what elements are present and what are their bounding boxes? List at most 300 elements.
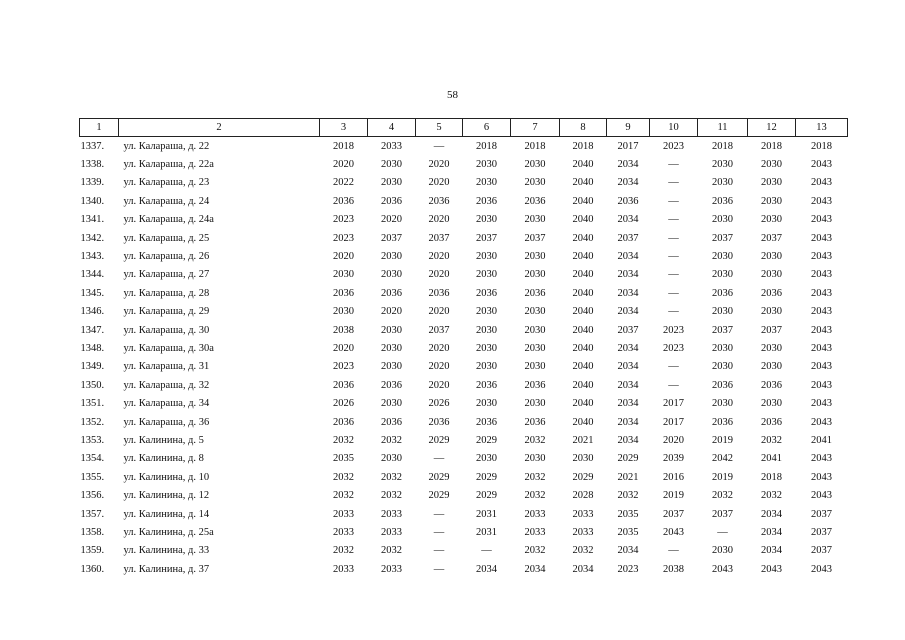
year-cell: 2030 xyxy=(524,361,546,373)
year-cell: 2023 xyxy=(333,232,354,244)
year-cell: 2033 xyxy=(381,508,402,520)
row-number: 1338. xyxy=(80,159,105,171)
year-cell: 2018 xyxy=(476,140,497,152)
year-cell: 2030 xyxy=(381,361,402,373)
year-cell: 2020 xyxy=(428,379,450,391)
year-cell: 2037 xyxy=(712,232,733,244)
column-header-8: 8 xyxy=(560,119,607,137)
year-cell: 2020 xyxy=(663,434,684,446)
year-cell: 2030 xyxy=(761,251,782,263)
year-cell: 2040 xyxy=(572,379,594,391)
year-cell: — xyxy=(668,379,679,391)
year-cell: 2036 xyxy=(476,416,497,428)
table-row xyxy=(80,523,848,541)
year-cell: 2030 xyxy=(712,251,733,263)
year-cell: 2043 xyxy=(811,416,832,428)
address-cell: ул. Калинина, д. 14 xyxy=(123,508,210,520)
year-cell: — xyxy=(668,195,679,207)
year-cell: 2043 xyxy=(761,563,782,575)
column-header-11: 11 xyxy=(698,119,748,137)
year-cell: 2030 xyxy=(572,453,594,465)
year-cell: 2037 xyxy=(617,232,639,244)
year-cell: 2023 xyxy=(663,324,684,336)
address-cell: ул. Калараша, д. 25 xyxy=(123,232,210,244)
year-cell: 2036 xyxy=(381,287,402,299)
table-row xyxy=(80,266,848,284)
year-cell: 2036 xyxy=(476,287,497,299)
year-cell: 2033 xyxy=(572,508,594,520)
year-cell: 2034 xyxy=(617,379,639,391)
year-cell: — xyxy=(717,526,728,538)
year-cell: 2037 xyxy=(811,508,832,520)
row-number: 1360. xyxy=(80,563,105,575)
address-cell: ул. Калараша, д. 22 xyxy=(123,140,210,152)
year-cell: 2020 xyxy=(381,306,402,318)
year-cell: 2023 xyxy=(663,140,684,152)
year-cell: 2030 xyxy=(524,214,546,226)
year-cell: 2038 xyxy=(333,324,354,336)
year-cell: 2020 xyxy=(428,361,450,373)
year-cell: 2030 xyxy=(381,453,402,465)
year-cell: 2034 xyxy=(617,361,639,373)
year-cell: 2040 xyxy=(572,416,594,428)
address-cell: ул. Калинина, д. 8 xyxy=(123,453,204,465)
page-number: 58 xyxy=(447,89,458,101)
year-cell: 2030 xyxy=(476,269,497,281)
row-number: 1358. xyxy=(80,526,105,538)
year-cell: 2030 xyxy=(476,251,497,263)
year-cell: 2019 xyxy=(712,471,733,483)
year-cell: 2038 xyxy=(663,563,684,575)
address-cell: ул. Калараша, д. 31 xyxy=(123,361,210,373)
year-cell: 2020 xyxy=(428,342,450,354)
year-cell: 2043 xyxy=(811,563,832,575)
year-cell: 2040 xyxy=(572,214,594,226)
address-cell: ул. Калинина, д. 25а xyxy=(123,526,214,538)
year-cell: 2032 xyxy=(381,490,402,502)
year-cell: 2030 xyxy=(712,545,733,557)
year-cell: 2037 xyxy=(811,545,832,557)
year-cell: 2030 xyxy=(381,177,402,189)
year-cell: 2030 xyxy=(381,159,402,171)
year-cell: 2036 xyxy=(712,195,733,207)
column-header-4: 4 xyxy=(368,119,416,137)
year-cell: 2030 xyxy=(761,177,782,189)
row-number: 1346. xyxy=(80,306,105,318)
address-cell: ул. Калинина, д. 37 xyxy=(123,563,210,575)
year-cell: 2030 xyxy=(712,342,733,354)
year-cell: 2043 xyxy=(811,324,832,336)
year-cell: 2043 xyxy=(663,526,684,538)
year-cell: 2021 xyxy=(617,471,639,483)
row-number: 1339. xyxy=(80,177,105,189)
year-cell: 2036 xyxy=(476,195,497,207)
address-cell: ул. Калинина, д. 12 xyxy=(123,490,210,502)
year-cell: 2030 xyxy=(476,342,497,354)
year-cell: 2034 xyxy=(617,287,639,299)
year-cell: 2032 xyxy=(381,434,402,446)
year-cell: 2040 xyxy=(572,269,594,281)
year-cell: — xyxy=(433,508,445,520)
year-cell: 2032 xyxy=(333,545,354,557)
address-cell: ул. Калараша, д. 26 xyxy=(123,251,210,263)
column-header-5: 5 xyxy=(416,119,463,137)
year-cell: 2041 xyxy=(811,434,832,446)
row-number: 1359. xyxy=(80,545,105,557)
table-row xyxy=(80,339,848,357)
column-header-13: 13 xyxy=(796,119,848,137)
year-cell: 2033 xyxy=(381,526,402,538)
year-cell: 2030 xyxy=(524,324,546,336)
row-number: 1344. xyxy=(80,269,105,281)
year-cell: 2036 xyxy=(381,416,402,428)
year-cell: 2036 xyxy=(333,416,354,428)
address-cell: ул. Калараша, д. 24а xyxy=(123,214,214,226)
year-cell: 2032 xyxy=(572,545,594,557)
year-cell: 2026 xyxy=(428,398,450,410)
year-cell: 2034 xyxy=(524,563,546,575)
year-cell: 2034 xyxy=(617,251,639,263)
year-cell: 2030 xyxy=(381,324,402,336)
year-cell: 2043 xyxy=(811,269,832,281)
year-cell: 2029 xyxy=(572,471,594,483)
year-cell: 2033 xyxy=(524,508,546,520)
year-cell: 2040 xyxy=(572,306,594,318)
year-cell: 2032 xyxy=(524,545,546,557)
address-cell: ул. Калараша, д. 30 xyxy=(123,324,210,336)
address-cell: ул. Калинина, д. 10 xyxy=(123,471,210,483)
year-cell: 2037 xyxy=(476,232,497,244)
year-cell: 2034 xyxy=(617,416,639,428)
year-cell: 2030 xyxy=(476,324,497,336)
year-cell: 2017 xyxy=(617,140,639,152)
year-cell: 2036 xyxy=(428,416,450,428)
year-cell: 2030 xyxy=(333,306,354,318)
year-cell: 2030 xyxy=(761,159,782,171)
year-cell: 2029 xyxy=(617,453,639,465)
year-cell: 2032 xyxy=(524,434,546,446)
year-cell: 2018 xyxy=(761,140,782,152)
year-cell: 2020 xyxy=(381,214,402,226)
column-header-10: 10 xyxy=(650,119,698,137)
year-cell: 2029 xyxy=(428,434,450,446)
address-cell: ул. Калараша, д. 22а xyxy=(123,159,214,171)
year-cell: 2036 xyxy=(381,379,402,391)
table-row xyxy=(80,560,848,578)
year-cell: — xyxy=(481,545,492,557)
year-cell: 2039 xyxy=(663,453,684,465)
year-cell: 2029 xyxy=(476,434,497,446)
year-cell: 2032 xyxy=(381,545,402,557)
year-cell: 2030 xyxy=(712,159,733,171)
year-cell: 2036 xyxy=(524,287,546,299)
year-cell: 2036 xyxy=(524,416,546,428)
year-cell: — xyxy=(433,140,445,152)
year-cell: 2037 xyxy=(712,508,733,520)
year-cell: 2034 xyxy=(761,545,782,557)
year-cell: 2029 xyxy=(428,490,450,502)
year-cell: 2036 xyxy=(712,379,733,391)
year-cell: 2035 xyxy=(617,508,639,520)
year-cell: 2028 xyxy=(572,490,594,502)
year-cell: 2043 xyxy=(811,251,832,263)
year-cell: 2032 xyxy=(381,471,402,483)
row-number: 1337. xyxy=(80,140,105,152)
row-number: 1343. xyxy=(80,251,105,263)
year-cell: 2043 xyxy=(811,490,832,502)
row-number: 1348. xyxy=(80,342,105,354)
year-cell: 2030 xyxy=(712,214,733,226)
year-cell: 2029 xyxy=(428,471,450,483)
table-row xyxy=(80,303,848,321)
year-cell: 2040 xyxy=(572,287,594,299)
year-cell: 2040 xyxy=(572,177,594,189)
year-cell: 2030 xyxy=(761,195,782,207)
column-header-7: 7 xyxy=(511,119,560,137)
year-cell: 2030 xyxy=(761,214,782,226)
year-cell: 2031 xyxy=(476,526,497,538)
year-cell: 2033 xyxy=(572,526,594,538)
year-cell: 2030 xyxy=(524,398,546,410)
year-cell: 2043 xyxy=(712,563,733,575)
year-cell: 2036 xyxy=(712,416,733,428)
year-cell: 2030 xyxy=(524,251,546,263)
year-cell: 2023 xyxy=(333,214,354,226)
year-cell: 2018 xyxy=(761,471,782,483)
year-cell: 2034 xyxy=(617,269,639,281)
year-cell: 2019 xyxy=(663,490,684,502)
table-body xyxy=(80,137,848,579)
table-row xyxy=(80,394,848,412)
year-cell: 2020 xyxy=(333,251,354,263)
year-cell: 2036 xyxy=(761,287,782,299)
year-cell: 2030 xyxy=(524,453,546,465)
year-cell: 2030 xyxy=(524,306,546,318)
year-cell: 2030 xyxy=(524,342,546,354)
year-cell: 2036 xyxy=(617,195,639,207)
year-cell: 2034 xyxy=(617,177,639,189)
data-table xyxy=(79,118,848,578)
year-cell: 2037 xyxy=(617,324,639,336)
row-number: 1340. xyxy=(80,195,105,207)
year-cell: 2030 xyxy=(524,269,546,281)
year-cell: 2023 xyxy=(617,563,639,575)
year-cell: — xyxy=(433,545,445,557)
year-cell: 2036 xyxy=(524,195,546,207)
year-cell: 2042 xyxy=(712,453,733,465)
year-cell: 2043 xyxy=(811,287,832,299)
table-row xyxy=(80,321,848,339)
year-cell: 2019 xyxy=(712,434,733,446)
year-cell: 2030 xyxy=(476,214,497,226)
year-cell: 2033 xyxy=(381,140,402,152)
row-number: 1350. xyxy=(80,379,105,391)
year-cell: — xyxy=(433,563,445,575)
year-cell: 2040 xyxy=(572,398,594,410)
table-row xyxy=(80,431,848,449)
table-row xyxy=(80,376,848,394)
year-cell: 2037 xyxy=(712,324,733,336)
year-cell: 2030 xyxy=(476,453,497,465)
year-cell: 2032 xyxy=(333,471,354,483)
table-row xyxy=(80,137,848,156)
year-cell: 2036 xyxy=(428,195,450,207)
year-cell: — xyxy=(668,545,679,557)
year-cell: 2033 xyxy=(333,526,354,538)
year-cell: 2029 xyxy=(476,471,497,483)
year-cell: 2043 xyxy=(811,453,832,465)
address-cell: ул. Калараша, д. 28 xyxy=(123,287,210,299)
year-cell: 2040 xyxy=(572,361,594,373)
year-cell: 2030 xyxy=(381,398,402,410)
year-cell: — xyxy=(668,306,679,318)
column-header-9: 9 xyxy=(607,119,650,137)
row-number: 1349. xyxy=(80,361,105,373)
header-row xyxy=(80,119,848,137)
year-cell: 2040 xyxy=(572,324,594,336)
year-cell: 2043 xyxy=(811,379,832,391)
year-cell: 2035 xyxy=(617,526,639,538)
year-cell: 2043 xyxy=(811,177,832,189)
year-cell: 2018 xyxy=(811,140,832,152)
year-cell: 2030 xyxy=(476,306,497,318)
address-cell: ул. Калараша, д. 32 xyxy=(123,379,210,391)
table-row xyxy=(80,542,848,560)
year-cell: 2037 xyxy=(663,508,684,520)
address-cell: ул. Калинина, д. 33 xyxy=(123,545,210,557)
year-cell: 2032 xyxy=(617,490,639,502)
year-cell: 2036 xyxy=(333,379,354,391)
year-cell: 2033 xyxy=(381,563,402,575)
table-row xyxy=(80,413,848,431)
year-cell: 2043 xyxy=(811,361,832,373)
year-cell: 2032 xyxy=(333,490,354,502)
table-row xyxy=(80,247,848,265)
row-number: 1345. xyxy=(80,287,105,299)
year-cell: 2030 xyxy=(476,398,497,410)
year-cell: 2030 xyxy=(476,177,497,189)
row-number: 1351. xyxy=(80,398,105,410)
year-cell: 2030 xyxy=(761,361,782,373)
table-row xyxy=(80,358,848,376)
row-number: 1355. xyxy=(80,471,105,483)
row-number: 1342. xyxy=(80,232,105,244)
year-cell: 2030 xyxy=(333,269,354,281)
column-header-1: 1 xyxy=(80,119,119,137)
year-cell: 2040 xyxy=(572,195,594,207)
year-cell: 2037 xyxy=(811,526,832,538)
table-row xyxy=(80,450,848,468)
year-cell: 2036 xyxy=(524,379,546,391)
year-cell: — xyxy=(433,453,445,465)
year-cell: 2030 xyxy=(712,306,733,318)
table-row xyxy=(80,284,848,302)
year-cell: 2017 xyxy=(663,416,684,428)
year-cell: — xyxy=(668,287,679,299)
year-cell: 2043 xyxy=(811,159,832,171)
year-cell: 2023 xyxy=(663,342,684,354)
column-header-2: 2 xyxy=(119,119,320,137)
year-cell: 2020 xyxy=(333,342,354,354)
year-cell: 2030 xyxy=(712,398,733,410)
year-cell: 2032 xyxy=(524,490,546,502)
year-cell: 2034 xyxy=(617,306,639,318)
year-cell: 2034 xyxy=(617,342,639,354)
year-cell: 2036 xyxy=(476,379,497,391)
year-cell: 2018 xyxy=(712,140,733,152)
row-number: 1357. xyxy=(80,508,105,520)
year-cell: 2043 xyxy=(811,195,832,207)
year-cell: 2040 xyxy=(572,159,594,171)
year-cell: — xyxy=(668,159,679,171)
year-cell: 2021 xyxy=(572,434,594,446)
year-cell: 2030 xyxy=(524,159,546,171)
year-cell: 2030 xyxy=(712,177,733,189)
year-cell: 2034 xyxy=(617,159,639,171)
column-header-3: 3 xyxy=(320,119,368,137)
year-cell: 2037 xyxy=(428,232,450,244)
year-cell: — xyxy=(668,251,679,263)
year-cell: 2037 xyxy=(761,232,782,244)
year-cell: — xyxy=(668,177,679,189)
year-cell: 2020 xyxy=(428,214,450,226)
year-cell: 2032 xyxy=(333,434,354,446)
year-cell: 2030 xyxy=(381,269,402,281)
year-cell: 2036 xyxy=(712,287,733,299)
year-cell: 2020 xyxy=(333,159,354,171)
year-cell: 2026 xyxy=(333,398,354,410)
year-cell: 2037 xyxy=(524,232,546,244)
year-cell: 2020 xyxy=(428,269,450,281)
year-cell: 2030 xyxy=(761,342,782,354)
year-cell: — xyxy=(668,214,679,226)
year-cell: 2033 xyxy=(524,526,546,538)
year-cell: 2030 xyxy=(476,361,497,373)
year-cell: 2040 xyxy=(572,342,594,354)
row-number: 1356. xyxy=(80,490,105,502)
year-cell: — xyxy=(668,232,679,244)
year-cell: 2030 xyxy=(712,361,733,373)
table-row xyxy=(80,486,848,504)
year-cell: 2018 xyxy=(333,140,354,152)
year-cell: 2043 xyxy=(811,398,832,410)
year-cell: — xyxy=(668,361,679,373)
year-cell: 2040 xyxy=(572,232,594,244)
address-cell: ул. Калараша, д. 27 xyxy=(123,269,210,281)
address-cell: ул. Калараша, д. 30а xyxy=(123,342,214,354)
year-cell: 2034 xyxy=(476,563,497,575)
year-cell: 2020 xyxy=(428,306,450,318)
year-cell: 2029 xyxy=(476,490,497,502)
column-header-6: 6 xyxy=(463,119,511,137)
address-cell: ул. Калараша, д. 29 xyxy=(123,306,210,318)
year-cell: 2030 xyxy=(381,342,402,354)
address-cell: ул. Калараша, д. 23 xyxy=(123,177,210,189)
year-cell: 2043 xyxy=(811,306,832,318)
year-cell: 2032 xyxy=(761,490,782,502)
table-row xyxy=(80,229,848,247)
table-row xyxy=(80,155,848,173)
address-cell: ул. Калараша, д. 34 xyxy=(123,398,210,410)
year-cell: 2032 xyxy=(712,490,733,502)
year-cell: 2043 xyxy=(811,471,832,483)
year-cell: 2040 xyxy=(572,251,594,263)
address-cell: ул. Калараша, д. 36 xyxy=(123,416,210,428)
year-cell: 2041 xyxy=(761,453,782,465)
table-row xyxy=(80,505,848,523)
year-cell: 2036 xyxy=(381,195,402,207)
year-cell: — xyxy=(433,526,445,538)
